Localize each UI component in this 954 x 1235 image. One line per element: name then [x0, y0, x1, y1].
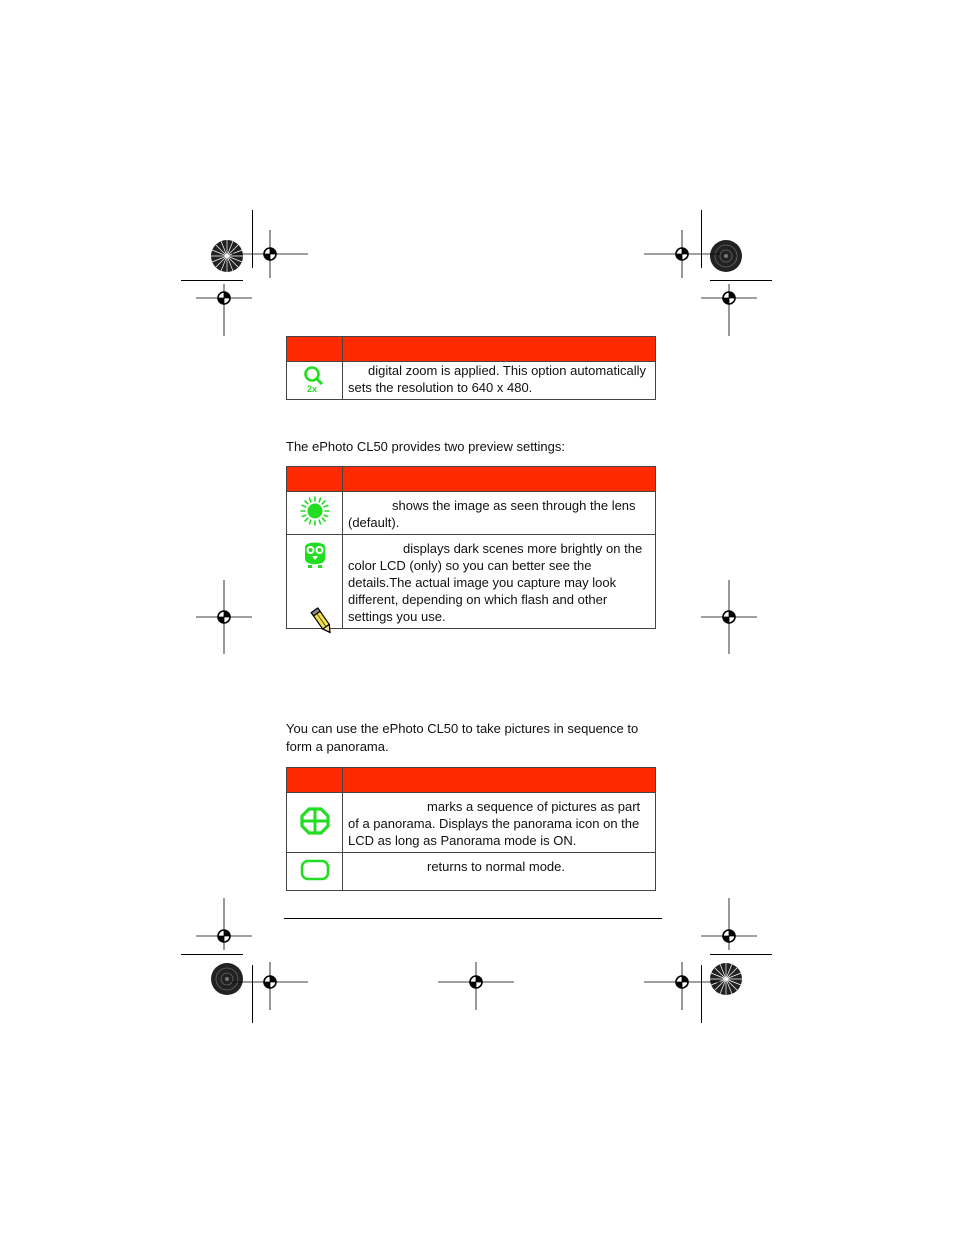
table-header-cell — [287, 768, 343, 793]
night-preview-description: displays dark scenes more brightly on the color LCD (only) so you can better see the details.The actual image you capture may look different, depending on which flash and other settings you use. — [348, 541, 643, 624]
table-row — [287, 853, 656, 891]
footer-rule — [284, 918, 662, 919]
table-header-cell — [343, 467, 656, 492]
panorama-on-description: marks a sequence of pictures as part of a panorama. Displays the panorama icon on the LCD as long as Panorama mode is ON. — [348, 799, 641, 848]
zoom-description: digital zoom is applied. This option automatically sets the resolution to 640 x 480. — [348, 363, 646, 395]
preview-table — [286, 466, 656, 629]
zoom-2x-icon — [302, 365, 328, 393]
panorama-intro: You can use the ePhoto CL50 to take pictures in sequence to form a panorama. — [286, 721, 639, 754]
table-description-cell — [343, 362, 656, 400]
table-icon-cell — [287, 362, 343, 400]
table-header-cell — [287, 467, 343, 492]
normal-preview-description: shows the image as seen through the lens (default). — [348, 498, 636, 530]
table-row — [287, 793, 656, 853]
crosshair-mark-icon — [232, 230, 310, 280]
crosshair-mark-icon — [438, 962, 516, 1010]
table-icon-cell — [287, 793, 343, 853]
svg-text:2x: 2x — [306, 383, 317, 393]
crosshair-mark-icon — [644, 230, 722, 280]
table-row — [287, 492, 656, 535]
preview-intro: The ePhoto CL50 provides two preview settings: — [286, 439, 565, 454]
table-header-cell — [343, 768, 656, 793]
panorama-table — [286, 767, 656, 891]
crosshair-mark-icon — [196, 284, 252, 336]
panorama-off-description: returns to normal mode. — [427, 859, 566, 874]
crop-mark — [181, 954, 243, 955]
crosshair-mark-icon — [196, 580, 252, 654]
table-description-cell — [343, 535, 656, 629]
table-header-cell — [343, 337, 656, 362]
pencil-note-icon — [310, 606, 334, 636]
table-icon-cell — [287, 492, 343, 535]
table-header-row — [287, 337, 656, 362]
table-description-cell — [343, 492, 656, 535]
table-icon-cell — [287, 853, 343, 891]
night-owl-icon — [301, 539, 329, 569]
table-header-row — [287, 768, 656, 793]
table-description-cell — [343, 793, 656, 853]
crosshair-mark-icon — [701, 580, 757, 654]
crosshair-mark-icon — [644, 962, 722, 1010]
crop-mark — [181, 280, 243, 281]
crosshair-mark-icon — [232, 962, 310, 1010]
sun-icon — [300, 496, 330, 526]
table-row — [287, 362, 656, 400]
panorama-on-icon — [300, 807, 330, 835]
table-row — [287, 535, 656, 629]
crop-mark — [710, 280, 772, 281]
crop-mark — [710, 954, 772, 955]
crosshair-mark-icon — [196, 898, 252, 950]
table-header-cell — [287, 337, 343, 362]
table-description-cell — [343, 853, 656, 891]
zoom-table — [286, 336, 656, 400]
crosshair-mark-icon — [701, 898, 757, 950]
panorama-off-icon — [300, 858, 330, 882]
crosshair-mark-icon — [701, 284, 757, 336]
table-header-row — [287, 467, 656, 492]
